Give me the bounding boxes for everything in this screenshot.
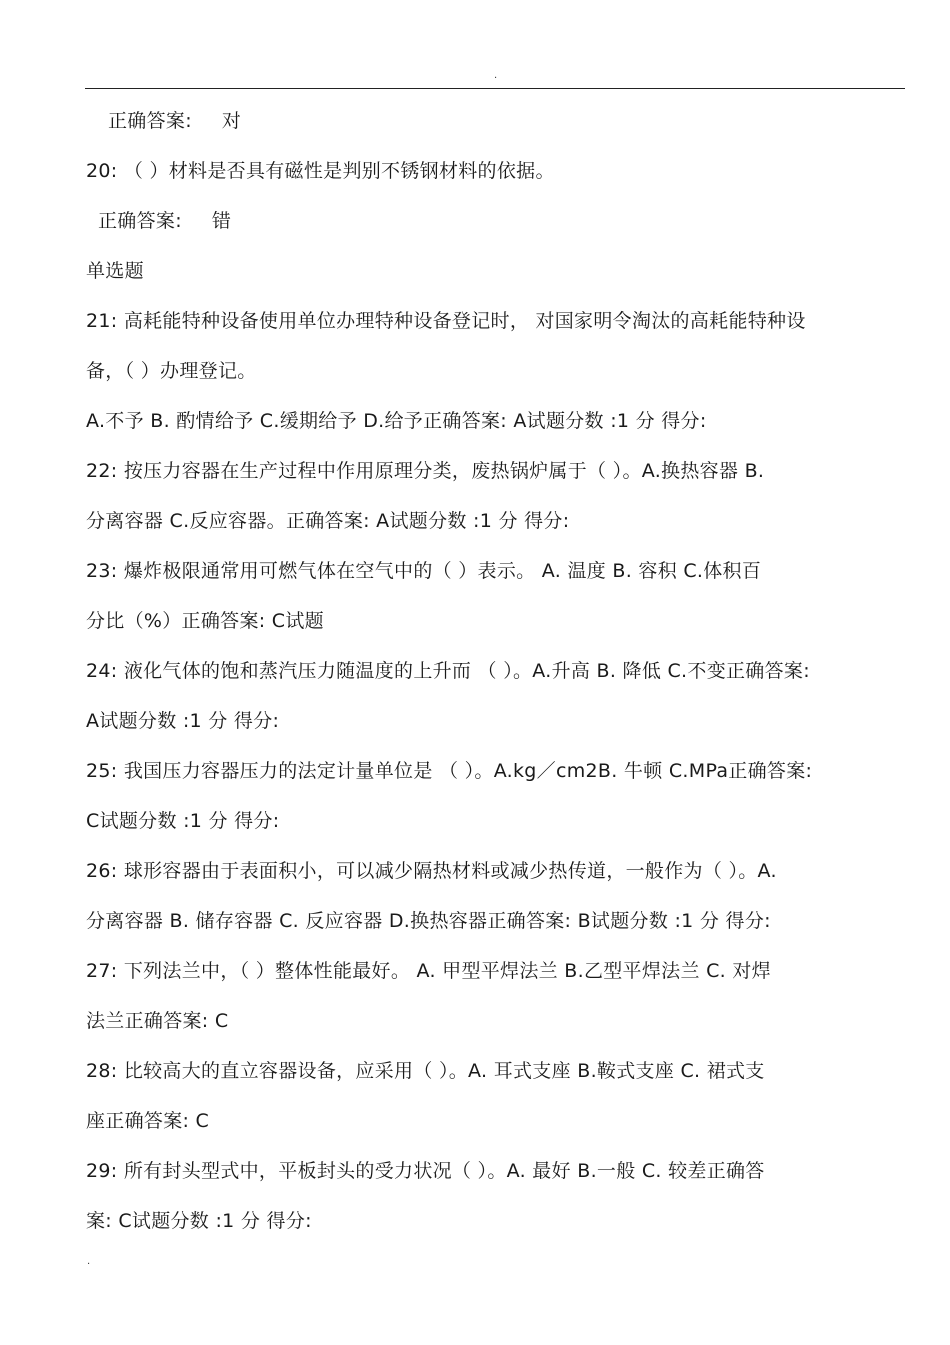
question-22-line-2: 分离容器 C.反应容器。正确答案: A试题分数 :1 分 得分: xyxy=(86,510,570,532)
question-27-line-2: 法兰正确答案: C xyxy=(86,1010,229,1032)
question-23-line-2: 分比（%）正确答案: C试题 xyxy=(86,610,324,632)
question-24-line-1: 24: 液化气体的饱和蒸汽压力随温度的上升而 （ ）。A.升高 B. 降低 C.不变正确答案: xyxy=(86,660,810,682)
footer-dot: . xyxy=(87,1256,91,1267)
question-27-line-1: 27: 下列法兰中，（ ）整体性能最好。 A. 甲型平焊法兰 B.乙型平焊法兰 C. 对焊 xyxy=(86,960,771,982)
answer-label: 正确答案: xyxy=(98,210,182,232)
question-20: 20: （ ）材料是否具有磁性是判别不锈钢材料的依据。 xyxy=(86,160,555,182)
answer-value: 对 xyxy=(221,110,242,132)
question-26-line-2: 分离容器 B. 储存容器 C. 反应容器 D.换热容器正确答案: B试题分数 :1 分 得分: xyxy=(86,910,771,932)
answer-19 xyxy=(86,96,906,146)
question-29-line-1: 29: 所有封头型式中，平板封头的受力状况（ ）。A. 最好 B.一般 C. 较差正确答 xyxy=(86,1160,765,1182)
question-25-line-2: C试题分数 :1 分 得分: xyxy=(86,810,280,832)
header-rule xyxy=(85,88,905,89)
question-21-line-1: 21: 高耗能特种设备使用单位办理特种设备登记时， 对国家明令淘汰的高耗能特种设 xyxy=(86,310,806,332)
question-26-line-1: 26: 球形容器由于表面积小，可以减少隔热材料或减少热传道，一般作为（ ）。A. xyxy=(86,860,777,882)
section-heading: 单选题 xyxy=(86,260,144,282)
answer-label: 正确答案: xyxy=(108,110,192,132)
question-list xyxy=(86,96,906,1246)
question-22-line-1: 22: 按压力容器在生产过程中作用原理分类，废热锅炉属于（ ）。A.换热容器 B. xyxy=(86,460,765,482)
question-21-line-3: A.不予 B. 酌情给予 C.缓期给予 D.给予正确答案: A试题分数 :1 分 得分: xyxy=(86,410,707,432)
question-21-line-2: 备，（ ）办理登记。 xyxy=(86,360,257,382)
header-dot: . xyxy=(494,70,498,81)
answer-20 xyxy=(86,196,906,246)
question-29-line-2: 案: C试题分数 :1 分 得分: xyxy=(86,1210,312,1232)
question-24-line-2: A试题分数 :1 分 得分: xyxy=(86,710,280,732)
question-28-line-2: 座正确答案: C xyxy=(86,1110,210,1132)
question-23-line-1: 23: 爆炸极限通常用可燃气体在空气中的（ ）表示。 A. 温度 B. 容积 C.体积百 xyxy=(86,560,762,582)
question-25-line-1: 25: 我国压力容器压力的法定计量单位是 （ ）。A.kg／cm2B. 牛顿 C.MPa正确答案: xyxy=(86,760,813,782)
answer-value: 错 xyxy=(211,210,232,232)
question-28-line-1: 28: 比较高大的直立容器设备，应采用（ ）。A. 耳式支座 B.鞍式支座 C. 裙式支 xyxy=(86,1060,765,1082)
